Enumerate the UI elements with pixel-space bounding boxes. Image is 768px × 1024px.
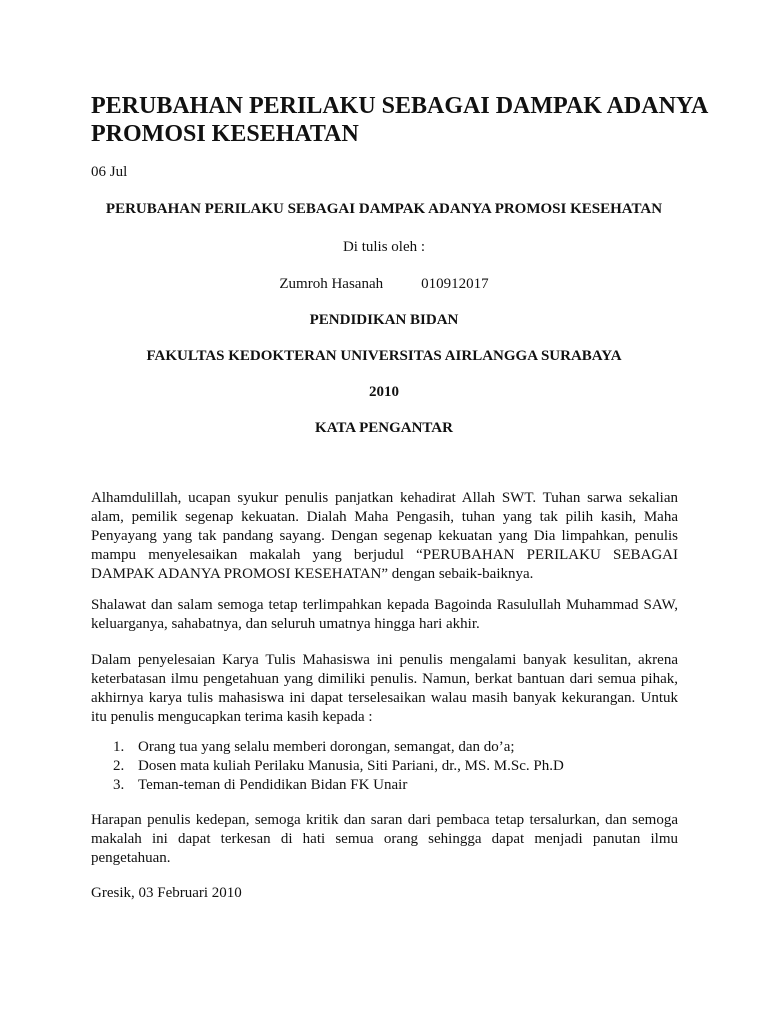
author-name: Zumroh Hasanah xyxy=(279,276,384,292)
paragraph-line: pengetahuan. xyxy=(91,850,171,866)
list-item xyxy=(91,776,678,795)
paragraph-line: alam, pemilik segenap kekuatan. Dialah Maha Pengasih, tuhan yang tak pilih kasih, Maha xyxy=(91,509,678,525)
paragraph-line: mampu menyelesaikan makalah yang berjudul “PERUBAHAN PERILAKU SEBAGAI xyxy=(91,547,678,563)
list-item xyxy=(91,738,678,757)
paragraph-line: Harapan penulis kedepan, semoga kritik dan saran dari pembaca tetap tersalurkan, dan semoga xyxy=(91,812,678,828)
title-line-2: PROMOSI KESEHATAN xyxy=(91,121,359,147)
author-id: 010912017 xyxy=(421,276,489,292)
paragraph-line: Shalawat dan salam semoga tetap terlimpahkan kepada Bagoinda Rasulullah Muhammad SAW, xyxy=(91,597,678,613)
thanks-list xyxy=(91,738,678,795)
list-item-text: Dosen mata kuliah Perilaku Manusia, Siti Pariani, dr., MS. M.Sc. Ph.D xyxy=(138,758,564,774)
title-line-1: PERUBAHAN PERILAKU SEBAGAI DAMPAK ADANYA xyxy=(91,93,709,119)
subtitle: PERUBAHAN PERILAKU SEBAGAI DAMPAK ADANYA PROMOSI KESEHATAN xyxy=(105,201,663,217)
paragraph-difficulties xyxy=(91,651,678,727)
closing-place-date: Gresik, 03 Februari 2010 xyxy=(91,885,242,901)
paragraph-hope xyxy=(91,811,678,868)
list-item-number: 1. xyxy=(113,739,125,755)
author-line xyxy=(0,275,768,293)
paragraph-line: keterbatasan ilmu pengetahuan yang dimiliki penulis. Namun, berkat bantuan dari semua pihak, xyxy=(91,671,678,687)
list-item-number: 2. xyxy=(113,758,125,774)
list-item xyxy=(91,757,678,776)
section-heading: KATA PENGANTAR xyxy=(315,420,453,436)
paragraph-line: Alhamdulillah, ucapan syukur penulis panjatkan kehadirat Allah SWT. Tuhan sarwa sekalian xyxy=(91,490,678,506)
list-item-text: Teman-teman di Pendidikan Bidan FK Unair xyxy=(138,777,408,793)
paragraph-shalawat xyxy=(91,596,678,634)
page-title xyxy=(91,92,711,148)
paragraph-line: akhirnya karya tulis mahasiswa ini dapat terselesaikan walau masih banyak kekurangan. Untuk xyxy=(91,690,678,706)
faculty-name: FAKULTAS KEDOKTERAN UNIVERSITAS AIRLANGGA SURABAYA xyxy=(146,348,622,364)
paragraph-line: Penyayang yang tak pandang sayang. Dengan segenap kekuatan yang Dia limpahkan, penulis xyxy=(91,528,678,544)
year: 2010 xyxy=(369,384,399,400)
paragraph-line: makalah ini dapat terkesan di hati semua orang sehingga dapat menjadi panutan ilmu xyxy=(91,831,678,847)
list-item-text: Orang tua yang selalu memberi dorongan, semangat, dan do’a; xyxy=(138,739,515,755)
written-by-label: Di tulis oleh : xyxy=(342,239,426,255)
paragraph-intro xyxy=(91,489,678,584)
paragraph-line: itu penulis mengucapkan terima kasih kepada : xyxy=(91,709,373,725)
list-item-number: 3. xyxy=(113,777,125,793)
paragraph-line: DAMPAK ADANYA PROMOSI KESEHATAN” dengan sebaik-baiknya. xyxy=(91,566,534,582)
post-date: 06 Jul xyxy=(91,164,128,180)
paragraph-line: keluarganya, sahabatnya, dan seluruh umatnya hingga hari akhir. xyxy=(91,616,480,632)
paragraph-line: Dalam penyelesaian Karya Tulis Mahasiswa ini penulis mengalami banyak kesulitan, akrena xyxy=(91,652,678,668)
program-name: PENDIDIKAN BIDAN xyxy=(309,312,459,328)
